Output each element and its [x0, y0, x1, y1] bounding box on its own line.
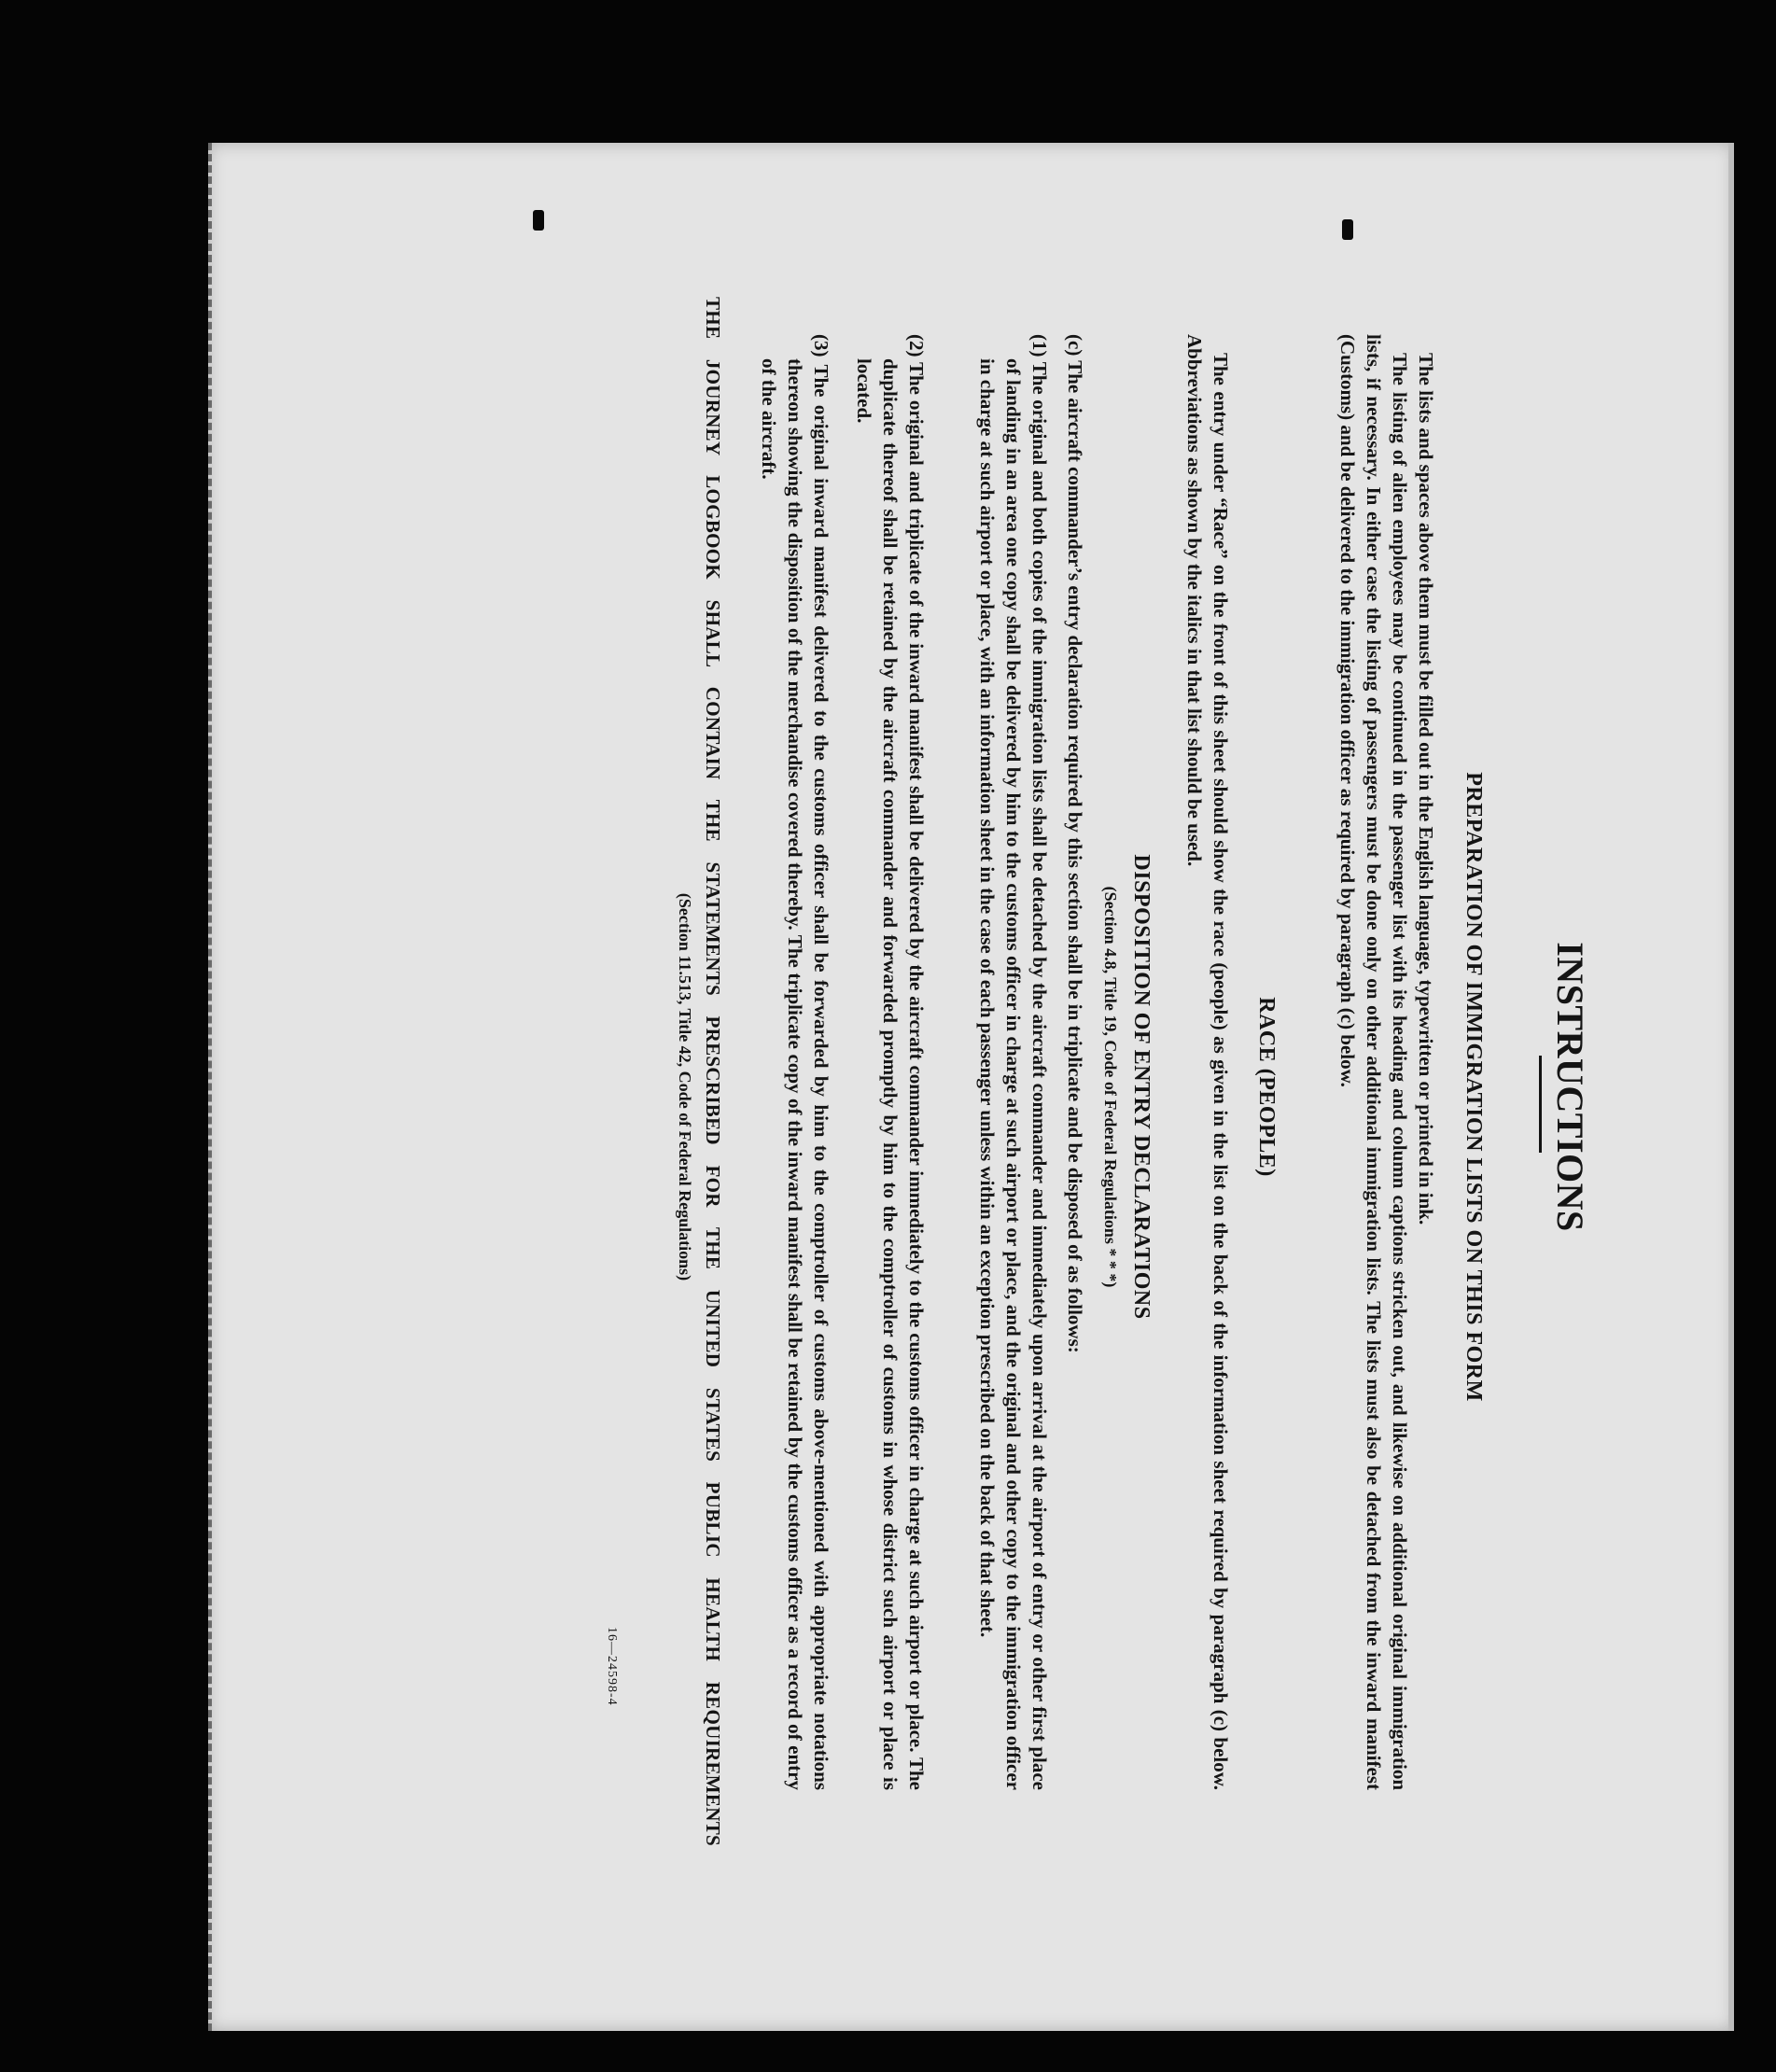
form-number: 16—24598-4 [605, 1627, 619, 1706]
document-title: INSTRUCTIONS [1549, 942, 1591, 1232]
list-item: (2) The original and triplicate of the inward manifest shall be delivered by the aircraft commander immediately to the customs officer in charge at such airport or place. The duplicate thereof shall be retained by the aircraft commander and forwarded promptly by him to the comptroller of customs in whose district such airport or place is located. [853, 334, 928, 1790]
list-item: (3) The original inward manifest delivered to the customs officer shall be forwarded by him to the comptroller of customs above-mentioned with appropriate notations thereon showing the disposition of the merchandise covered thereby. The triplicate copy of the inward manifest shall be retained by the customs officer as a record of entry of the aircraft. [758, 334, 832, 1790]
paragraph: The listing of alien employees may be continued in the passenger list with its heading and column captions stricken out, and likewise on additional original immigration lists, if necessary. In either case the listing of passengers must be done only on other additional immigration lists. The lists must also be detached from the inward manifest (Customs) and be delivered to the immigration officer as required by paragraph (c) below. [1336, 334, 1411, 1790]
regulation-citation: (Section 4.8, Title 19, Code of Federal Regulations * * *) [1101, 886, 1120, 1288]
list-item: (1) The original and both copies of the immigration lists shall be detached by the aircraft commander and immediately upon arrival at the airport of entry or other first place of landing in an area one copy shall be delivered by him to the customs officer in charge at such airport or place, and the original and other copy to the immigration officer in charge at such airport or place, with an information sheet in the case of each passenger unless within an exception prescribed on the back of that sheet. [976, 334, 1051, 1790]
section-heading-disposition: DISPOSITION OF ENTRY DECLARATIONS [1129, 854, 1154, 1320]
footer-statement: THE JOURNEY LOGBOOK SHALL CONTAIN THE STATEMENTS PRESCRIBED FOR THE UNITED STATES PUBLIC HEALTH REQUIREMENTS [702, 297, 724, 1846]
paragraph: The lists and spaces above them must be filled out in the English language, typewritten or printed in ink. [1415, 353, 1437, 1225]
paragraph: (c) The aircraft commander’s entry declaration required by this section shall be in triplicate and be disposed of as follows: [1064, 334, 1086, 1353]
document-page [208, 143, 1734, 2031]
section-heading-race: RACE (PEOPLE) [1254, 997, 1279, 1177]
paragraph: The entry under “Race” on the front of this sheet should show the race (people) as given in the list on the back of the information sheet required by paragraph (c) below. Abbreviations as shown by the italics in that list should be used. [1183, 334, 1232, 1790]
section-heading-preparation: PREPARATION OF IMMIGRATION LISTS ON THIS FORM [1461, 772, 1486, 1402]
title-underline [1539, 1056, 1542, 1153]
rotated-content [208, 143, 1734, 2031]
footer-citation: (Section 11.513, Title 42, Code of Federal Regulations) [676, 892, 694, 1281]
